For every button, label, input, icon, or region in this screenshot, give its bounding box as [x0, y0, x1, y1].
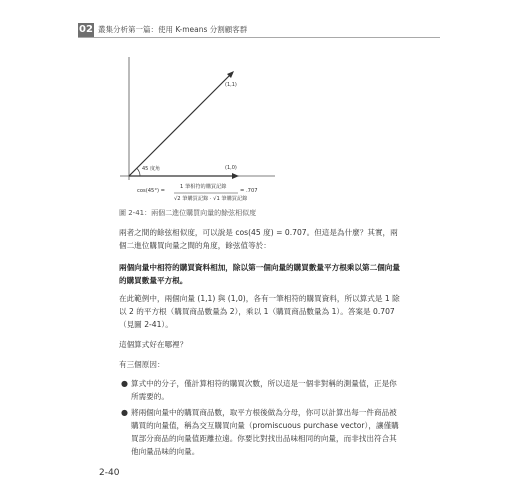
running-header — [78, 23, 440, 38]
chapter-badge: 02 — [79, 24, 93, 35]
page-number: 2-40 — [99, 468, 120, 478]
bullet-text: 將兩個向量中的購買商品數，取平方根後做為分母，你可以計算出每一件商品被購買的向量值，稱為交互購買向量（promiscuous purchase vector），讓僅購買部分商品的向量值距離拉遠。你要比對找出品味相同的向量，而非找出符合其他向量品味的向量。 — [131, 408, 399, 456]
bullet-text: 算式中的分子，僅計算相符的購買次數，所以這是一個非對稱的測量值，正是你所需要的。 — [131, 379, 397, 401]
bullet-icon: ● — [121, 379, 128, 388]
paragraph-3: 在此範例中，兩個向量 (1,1) 與 (1,0)，各有一筆相符的購買資料，所以算式是 1 除以 2 的平方根（購買商品數量為 2），乘以 1（購買商品數量為 1）。答案是 0.707（見圖 2-41）。 — [119, 294, 400, 329]
point-label-1-0: (1,0) — [225, 165, 237, 171]
angle-label: 45 度角 — [142, 166, 160, 172]
formula-numerator: 1 筆相符的購買記錄 — [180, 184, 227, 190]
angle-arc — [137, 168, 140, 176]
chapter-title: 叢集分析第一篇：使用 K-means 分割顧客群 — [98, 25, 248, 34]
paragraph-2-bold: 兩個向量中相符的購買資料相加，除以第一個向量的購買數量平方根乘以第二個向量的購買數量平方根。 — [119, 263, 400, 285]
list-item — [119, 406, 401, 458]
point-label-1-1: (1,1) — [225, 82, 237, 88]
bullet-icon: ● — [121, 408, 128, 417]
formula-lhs: cos(45°) = — [137, 188, 165, 194]
arrowhead-1-0 — [232, 173, 239, 179]
paragraph-1: 兩者之間的餘弦相似度，可以說是 cos(45 度) = 0.707。但這是為什麼？其實，兩個二進位購買向量之間的角度，餘弦值等於： — [119, 228, 398, 250]
paragraph-5: 有三個原因： — [119, 360, 165, 369]
vector-figure — [120, 55, 280, 210]
bullet-list — [119, 377, 401, 461]
vector-1-1 — [129, 73, 232, 176]
formula-denominator: √2 筆購買記錄 · √1 筆購買記錄 — [174, 196, 248, 202]
formula-rhs: = .707 — [240, 188, 258, 194]
figure-caption: 圖 2-41：兩個二進位購買向量的餘弦相似度 — [119, 209, 257, 217]
paragraph-4: 這個算式好在哪裡？ — [119, 340, 188, 349]
list-item — [119, 377, 401, 403]
